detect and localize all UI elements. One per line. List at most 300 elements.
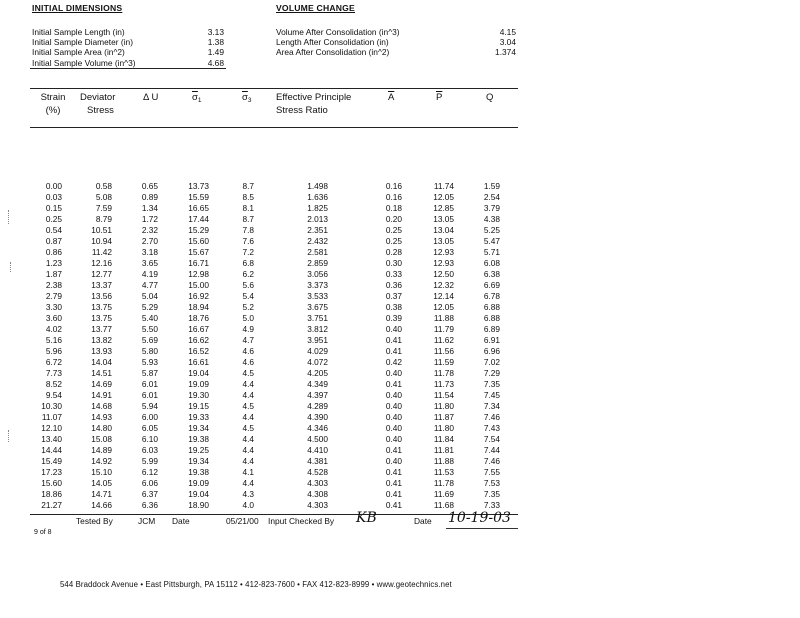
cell-sigma1: 12.98 — [188, 269, 209, 279]
cell-p-value: 12.50 — [433, 269, 454, 279]
cell-p-value: 11.84 — [433, 434, 454, 444]
cell-a-param: 0.25 — [385, 225, 402, 235]
cell-sigma1: 16.92 — [188, 291, 209, 301]
cell-p-value: 11.87 — [433, 412, 454, 422]
cell-q-value: 5.71 — [483, 247, 500, 257]
cell-sigma3: 5.4 — [242, 291, 254, 301]
cell-a-param: 0.16 — [385, 181, 402, 191]
cell-sigma1: 16.52 — [188, 346, 209, 356]
cell-sigma3: 4.9 — [242, 324, 254, 334]
cell-strain: 3.60 — [45, 313, 62, 323]
length-after-value: 3.04 — [499, 37, 516, 47]
cell-q-value: 2.54 — [483, 192, 500, 202]
cell-delta-u: 0.89 — [141, 192, 158, 202]
cell-stress-ratio: 2.432 — [307, 236, 328, 246]
cell-sigma3: 8.7 — [242, 181, 254, 191]
cell-sigma1: 19.38 — [188, 434, 209, 444]
cell-sigma3: 4.3 — [242, 489, 254, 499]
cell-p-value: 11.69 — [433, 489, 454, 499]
date-signature: 10-19-03 — [448, 510, 511, 526]
table-row — [0, 379, 520, 390]
cell-p-value: 12.85 — [433, 203, 454, 213]
cell-p-value: 13.05 — [433, 236, 454, 246]
cell-stress-ratio: 4.410 — [307, 445, 328, 455]
cell-p-value: 11.68 — [433, 500, 454, 510]
cell-deviator-stress: 14.66 — [91, 500, 112, 510]
cell-sigma3: 4.7 — [242, 335, 254, 345]
initial-diameter-value: 1.38 — [207, 37, 224, 47]
volume-change-title: VOLUME CHANGE — [276, 3, 355, 13]
cell-p-value: 11.54 — [433, 390, 454, 400]
cell-sigma3: 6.8 — [242, 258, 254, 268]
cell-sigma1: 18.94 — [188, 302, 209, 312]
cell-sigma1: 19.15 — [188, 401, 209, 411]
page-number: 9 of 8 — [34, 529, 52, 536]
table-row — [0, 478, 520, 489]
cell-a-param: 0.40 — [385, 324, 402, 334]
col-strain-header — [38, 91, 68, 117]
cell-p-value: 11.81 — [433, 445, 454, 455]
col-p-symbol: $\overline{P}$ — [436, 92, 443, 103]
cell-sigma1: 16.61 — [188, 357, 209, 367]
date-label-1: Date — [172, 516, 190, 526]
cell-stress-ratio: 4.500 — [307, 434, 328, 444]
initial-area-label: Initial Sample Area (in^2) — [32, 47, 125, 57]
table-row — [0, 434, 520, 445]
cell-delta-u: 5.93 — [141, 357, 158, 367]
cell-strain: 5.16 — [45, 335, 62, 345]
cell-strain: 9.54 — [45, 390, 62, 400]
cell-p-value: 11.80 — [433, 401, 454, 411]
cell-deviator-stress: 8.79 — [95, 214, 112, 224]
cell-deviator-stress: 15.10 — [91, 467, 112, 477]
col-p-header — [436, 91, 442, 104]
cell-strain: 21.27 — [41, 500, 62, 510]
cell-sigma1: 19.04 — [188, 489, 209, 499]
cell-sigma3: 4.4 — [242, 445, 254, 455]
cell-strain: 6.72 — [45, 357, 62, 367]
initial-section-rule — [30, 68, 226, 69]
cell-q-value: 1.59 — [483, 181, 500, 191]
cell-sigma1: 19.09 — [188, 379, 209, 389]
cell-delta-u: 6.06 — [141, 478, 158, 488]
cell-stress-ratio: 4.349 — [307, 379, 328, 389]
cell-stress-ratio: 4.308 — [307, 489, 328, 499]
cell-deviator-stress: 14.51 — [91, 368, 112, 378]
cell-q-value: 7.35 — [483, 379, 500, 389]
cell-q-value: 7.53 — [483, 478, 500, 488]
table-row — [0, 467, 520, 478]
date-signature-underline — [446, 528, 518, 529]
cell-stress-ratio: 4.390 — [307, 412, 328, 422]
cell-delta-u: 5.04 — [141, 291, 158, 301]
area-after-value: 1.374 — [495, 47, 516, 57]
col-deviator-line2: Stress — [87, 105, 114, 116]
cell-sigma3: 8.5 — [242, 192, 254, 202]
cell-delta-u: 6.03 — [141, 445, 158, 455]
cell-q-value: 7.44 — [483, 445, 500, 455]
cell-p-value: 11.78 — [433, 478, 454, 488]
cell-p-value: 11.62 — [433, 335, 454, 345]
cell-delta-u: 3.65 — [141, 258, 158, 268]
cell-p-value: 13.05 — [433, 214, 454, 224]
cell-deviator-stress: 13.56 — [91, 291, 112, 301]
cell-p-value: 11.56 — [433, 346, 454, 356]
cell-p-value: 11.88 — [433, 313, 454, 323]
cell-sigma3: 7.6 — [242, 236, 254, 246]
cell-deviator-stress: 14.92 — [91, 456, 112, 466]
cell-strain: 13.40 — [41, 434, 62, 444]
cell-delta-u: 0.65 — [141, 181, 158, 191]
initial-length-label: Initial Sample Length (in) — [32, 27, 125, 37]
cell-a-param: 0.30 — [385, 258, 402, 268]
cell-deviator-stress: 14.80 — [91, 423, 112, 433]
cell-stress-ratio: 3.373 — [307, 280, 328, 290]
cell-q-value: 7.54 — [483, 434, 500, 444]
volume-after-label: Volume After Consolidation (in^3) — [276, 27, 400, 37]
cell-strain: 10.30 — [41, 401, 62, 411]
cell-deviator-stress: 13.37 — [91, 280, 112, 290]
cell-deviator-stress: 14.71 — [91, 489, 112, 499]
cell-p-value: 11.80 — [433, 423, 454, 433]
date-label-2: Date — [414, 516, 432, 526]
cell-deviator-stress: 0.58 — [95, 181, 112, 191]
cell-sigma1: 16.65 — [188, 203, 209, 213]
cell-strain: 0.86 — [45, 247, 62, 257]
cell-sigma3: 4.4 — [242, 434, 254, 444]
cell-a-param: 0.18 — [385, 203, 402, 213]
col-q-symbol: Q — [486, 92, 494, 103]
cell-strain: 0.25 — [45, 214, 62, 224]
table-row — [0, 225, 520, 236]
table-row — [0, 401, 520, 412]
cell-sigma3: 8.1 — [242, 203, 254, 213]
cell-sigma3: 5.6 — [242, 280, 254, 290]
cell-q-value: 6.96 — [483, 346, 500, 356]
cell-stress-ratio: 4.029 — [307, 346, 328, 356]
table-row — [0, 423, 520, 434]
cell-a-param: 0.40 — [385, 412, 402, 422]
tested-by-label: Tested By — [76, 516, 113, 526]
cell-sigma3: 4.4 — [242, 412, 254, 422]
cell-p-value: 12.05 — [433, 302, 454, 312]
cell-delta-u: 6.12 — [141, 467, 158, 477]
cell-stress-ratio: 4.205 — [307, 368, 328, 378]
cell-a-param: 0.36 — [385, 280, 402, 290]
cell-a-param: 0.33 — [385, 269, 402, 279]
cell-sigma1: 15.29 — [188, 225, 209, 235]
cell-strain: 5.96 — [45, 346, 62, 356]
cell-deviator-stress: 11.42 — [91, 247, 112, 257]
table-row — [0, 324, 520, 335]
cell-a-param: 0.41 — [385, 379, 402, 389]
cell-sigma3: 4.0 — [242, 500, 254, 510]
cell-strain: 8.52 — [45, 379, 62, 389]
cell-q-value: 3.79 — [483, 203, 500, 213]
cell-sigma1: 16.62 — [188, 335, 209, 345]
cell-delta-u: 2.70 — [141, 236, 158, 246]
col-sigma1-sub: 1 — [197, 97, 202, 104]
cell-sigma3: 7.8 — [242, 225, 254, 235]
cell-sigma3: 7.2 — [242, 247, 254, 257]
cell-q-value: 7.55 — [483, 467, 500, 477]
cell-deviator-stress: 13.75 — [91, 302, 112, 312]
cell-stress-ratio: 4.072 — [307, 357, 328, 367]
cell-a-param: 0.28 — [385, 247, 402, 257]
cell-q-value: 6.08 — [483, 258, 500, 268]
cell-deviator-stress: 12.77 — [91, 269, 112, 279]
table-row — [0, 280, 520, 291]
cell-strain: 17.23 — [41, 467, 62, 477]
table-row — [0, 214, 520, 225]
cell-p-value: 12.93 — [433, 247, 454, 257]
table-row — [0, 269, 520, 280]
cell-sigma1: 16.67 — [188, 324, 209, 334]
cell-p-value: 11.59 — [433, 357, 454, 367]
table-header-top-rule — [30, 88, 518, 89]
cell-sigma3: 6.2 — [242, 269, 254, 279]
cell-a-param: 0.38 — [385, 302, 402, 312]
cell-p-value: 13.04 — [433, 225, 454, 235]
table-row — [0, 181, 520, 192]
cell-delta-u: 5.29 — [141, 302, 158, 312]
table-row — [0, 368, 520, 379]
cell-deviator-stress: 5.08 — [95, 192, 112, 202]
table-row — [0, 236, 520, 247]
checker-signature: KB — [356, 510, 377, 526]
volume-after-value: 4.15 — [499, 27, 516, 37]
cell-deviator-stress: 14.69 — [91, 379, 112, 389]
cell-delta-u: 3.18 — [141, 247, 158, 257]
cell-stress-ratio: 4.397 — [307, 390, 328, 400]
input-checked-label: Input Checked By — [268, 516, 335, 526]
cell-q-value: 7.46 — [483, 456, 500, 466]
cell-sigma3: 4.5 — [242, 368, 254, 378]
initial-dimensions-title: INITIAL DIMENSIONS — [32, 3, 123, 13]
cell-a-param: 0.20 — [385, 214, 402, 224]
cell-p-value: 11.79 — [433, 324, 454, 334]
cell-deviator-stress: 14.04 — [91, 357, 112, 367]
cell-deviator-stress: 13.75 — [91, 313, 112, 323]
cell-strain: 14.44 — [41, 445, 62, 455]
cell-a-param: 0.40 — [385, 434, 402, 444]
cell-strain: 0.03 — [45, 192, 62, 202]
signoff-rule — [30, 514, 518, 515]
cell-strain: 0.15 — [45, 203, 62, 213]
company-footer: 544 Braddock Avenue • East Pittsburgh, PA 15112 • 412-823-7600 • FAX 412-823-8999 • www.geotechnics.net — [60, 580, 452, 589]
cell-strain: 3.30 — [45, 302, 62, 312]
cell-stress-ratio: 3.951 — [307, 335, 328, 345]
cell-strain: 0.00 — [45, 181, 62, 191]
cell-strain: 2.38 — [45, 280, 62, 290]
table-row — [0, 445, 520, 456]
cell-strain: 7.73 — [45, 368, 62, 378]
cell-delta-u: 5.94 — [141, 401, 158, 411]
col-delta-u-header: Δ U — [143, 92, 159, 103]
col-deviator-header — [80, 91, 115, 117]
cell-stress-ratio: 2.859 — [307, 258, 328, 268]
cell-p-value: 11.53 — [433, 467, 454, 477]
cell-strain: 0.87 — [45, 236, 62, 246]
cell-stress-ratio: 4.381 — [307, 456, 328, 466]
initial-volume-value: 4.68 — [207, 58, 224, 68]
cell-sigma3: 4.6 — [242, 346, 254, 356]
initial-length-value: 3.13 — [207, 27, 224, 37]
cell-deviator-stress: 13.82 — [91, 335, 112, 345]
cell-stress-ratio: 4.289 — [307, 401, 328, 411]
cell-q-value: 6.88 — [483, 302, 500, 312]
cell-q-value: 7.35 — [483, 489, 500, 499]
cell-a-param: 0.40 — [385, 368, 402, 378]
cell-sigma1: 13.73 — [188, 181, 209, 191]
cell-deviator-stress: 7.59 — [95, 203, 112, 213]
table-row — [0, 346, 520, 357]
cell-delta-u: 5.40 — [141, 313, 158, 323]
cell-sigma3: 4.5 — [242, 401, 254, 411]
cell-sigma1: 19.34 — [188, 423, 209, 433]
col-effective-line1: Effective Principle — [276, 92, 352, 103]
cell-a-param: 0.41 — [385, 346, 402, 356]
initial-volume-label: Initial Sample Volume (in^3) — [32, 58, 136, 68]
table-row — [0, 258, 520, 269]
cell-q-value: 7.45 — [483, 390, 500, 400]
cell-p-value: 11.73 — [433, 379, 454, 389]
cell-q-value: 7.29 — [483, 368, 500, 378]
cell-q-value: 7.46 — [483, 412, 500, 422]
cell-deviator-stress: 13.77 — [91, 324, 112, 334]
cell-sigma3: 4.4 — [242, 390, 254, 400]
cell-a-param: 0.41 — [385, 489, 402, 499]
cell-delta-u: 6.37 — [141, 489, 158, 499]
cell-delta-u: 5.69 — [141, 335, 158, 345]
col-strain-line1: Strain — [40, 92, 66, 103]
table-row — [0, 456, 520, 467]
cell-deviator-stress: 13.93 — [91, 346, 112, 356]
cell-a-param: 0.40 — [385, 390, 402, 400]
cell-delta-u: 6.01 — [141, 379, 158, 389]
cell-sigma1: 19.30 — [188, 390, 209, 400]
cell-q-value: 6.91 — [483, 335, 500, 345]
cell-q-value: 7.02 — [483, 357, 500, 367]
cell-p-value: 12.93 — [433, 258, 454, 268]
cell-sigma1: 15.59 — [188, 192, 209, 202]
cell-sigma1: 18.90 — [188, 500, 209, 510]
cell-deviator-stress: 12.16 — [91, 258, 112, 268]
cell-sigma3: 4.4 — [242, 456, 254, 466]
cell-delta-u: 2.32 — [141, 225, 158, 235]
area-after-label: Area After Consolidation (in^2) — [276, 47, 390, 57]
cell-stress-ratio: 1.636 — [307, 192, 328, 202]
table-row — [0, 247, 520, 258]
cell-q-value: 6.88 — [483, 313, 500, 323]
cell-sigma3: 4.4 — [242, 379, 254, 389]
col-sigma3-sub: 3 — [247, 97, 252, 104]
col-q-header — [486, 91, 493, 104]
cell-strain: 4.02 — [45, 324, 62, 334]
cell-q-value: 7.33 — [483, 500, 500, 510]
cell-q-value: 6.89 — [483, 324, 500, 334]
cell-deviator-stress: 10.94 — [91, 236, 112, 246]
cell-stress-ratio: 2.351 — [307, 225, 328, 235]
table-row — [0, 313, 520, 324]
cell-a-param: 0.42 — [385, 357, 402, 367]
cell-a-param: 0.41 — [385, 478, 402, 488]
cell-q-value: 6.78 — [483, 291, 500, 301]
cell-delta-u: 1.72 — [141, 214, 158, 224]
table-row — [0, 357, 520, 368]
table-row — [0, 203, 520, 214]
cell-delta-u: 4.19 — [141, 269, 158, 279]
cell-sigma1: 19.33 — [188, 412, 209, 422]
cell-p-value: 11.74 — [433, 181, 454, 191]
cell-delta-u: 5.50 — [141, 324, 158, 334]
cell-stress-ratio: 3.675 — [307, 302, 328, 312]
cell-deviator-stress: 14.05 — [91, 478, 112, 488]
cell-delta-u: 4.77 — [141, 280, 158, 290]
cell-deviator-stress: 14.91 — [91, 390, 112, 400]
cell-deviator-stress: 15.08 — [91, 434, 112, 444]
table-row — [0, 335, 520, 346]
cell-a-param: 0.41 — [385, 445, 402, 455]
cell-sigma3: 8.7 — [242, 214, 254, 224]
initial-diameter-label: Initial Sample Diameter (in) — [32, 37, 133, 47]
cell-delta-u: 5.99 — [141, 456, 158, 466]
table-row — [0, 291, 520, 302]
cell-sigma1: 19.04 — [188, 368, 209, 378]
cell-delta-u: 6.36 — [141, 500, 158, 510]
col-sigma1-header — [192, 91, 202, 107]
col-sigma1-symbol: $\overline{\sigma}$ — [192, 92, 198, 103]
cell-deviator-stress: 14.93 — [91, 412, 112, 422]
cell-sigma1: 18.76 — [188, 313, 209, 323]
cell-sigma1: 17.44 — [188, 214, 209, 224]
cell-a-param: 0.39 — [385, 313, 402, 323]
cell-stress-ratio: 3.056 — [307, 269, 328, 279]
cell-stress-ratio: 3.812 — [307, 324, 328, 334]
cell-deviator-stress: 10.51 — [91, 225, 112, 235]
scan-mark — [8, 430, 11, 442]
cell-q-value: 6.69 — [483, 280, 500, 290]
cell-strain: 0.54 — [45, 225, 62, 235]
date-value-1: 05/21/00 — [226, 516, 259, 526]
cell-sigma3: 5.0 — [242, 313, 254, 323]
cell-sigma1: 19.25 — [188, 445, 209, 455]
cell-delta-u: 5.87 — [141, 368, 158, 378]
scan-mark — [8, 210, 11, 224]
col-a-symbol: $\overline{A}$ — [388, 92, 395, 103]
cell-sigma3: 5.2 — [242, 302, 254, 312]
table-row — [0, 412, 520, 423]
table-row — [0, 302, 520, 313]
cell-p-value: 12.14 — [433, 291, 454, 301]
cell-strain: 15.60 — [41, 478, 62, 488]
cell-strain: 1.23 — [45, 258, 62, 268]
cell-delta-u: 6.01 — [141, 390, 158, 400]
col-strain-line2: (%) — [45, 105, 61, 116]
cell-a-param: 0.40 — [385, 423, 402, 433]
cell-stress-ratio: 4.528 — [307, 467, 328, 477]
cell-a-param: 0.40 — [385, 456, 402, 466]
cell-strain: 1.87 — [45, 269, 62, 279]
table-row — [0, 390, 520, 401]
cell-delta-u: 6.00 — [141, 412, 158, 422]
table-row — [0, 192, 520, 203]
cell-delta-u: 6.10 — [141, 434, 158, 444]
cell-p-value: 12.05 — [433, 192, 454, 202]
cell-p-value: 12.32 — [433, 280, 454, 290]
cell-a-param: 0.37 — [385, 291, 402, 301]
cell-a-param: 0.41 — [385, 467, 402, 477]
